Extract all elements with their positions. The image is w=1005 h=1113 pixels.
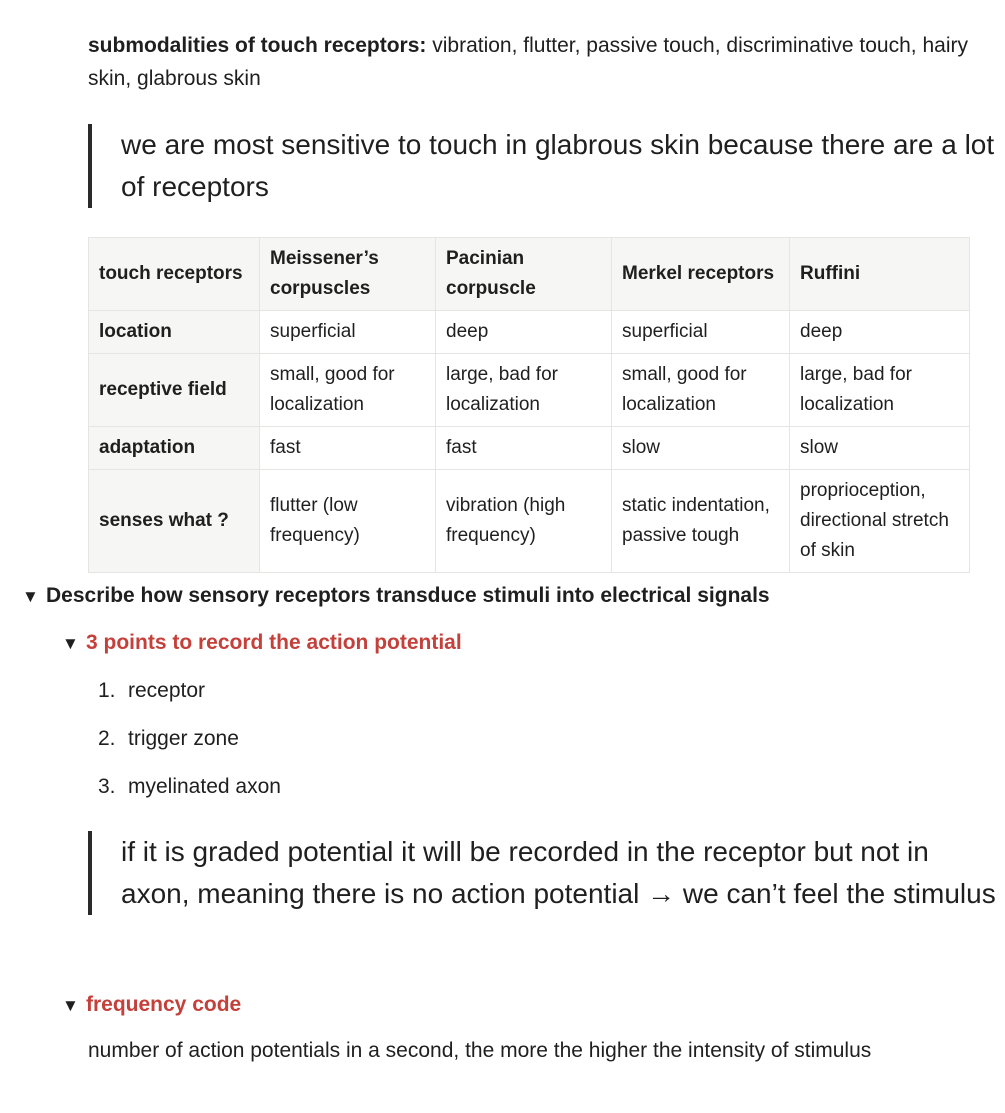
table-header-cell: Pacinian corpuscle [436,238,612,311]
list-item [98,676,205,706]
quote-block-sensitivity [88,124,1001,208]
list-item [98,724,239,754]
toggle-label: frequency code [86,993,242,1016]
quote-text: if it is graded potential it will be recorded in the receptor but not in axon, meaning there is no action potential → we can’t feel the stimulus [121,836,996,909]
table-cell: superficial [260,311,436,354]
toggle-describe-transduction[interactable] [22,581,770,612]
table-cell: small, good for localization [260,354,436,427]
list-item [98,772,281,802]
table-row [89,354,970,427]
triangle-down-icon[interactable]: ▼ [62,634,79,653]
list-number: 1. [98,679,116,702]
quote-block-graded-potential [88,831,1001,915]
table-header-cell: Merkel receptors [612,238,790,311]
table-header-cell: Meissener’s corpuscles [260,238,436,311]
table-cell: deep [436,311,612,354]
table-header-row [89,238,970,311]
table-cell: flutter (low frequency) [260,470,436,573]
list-text: receptor [128,679,206,702]
triangle-down-icon[interactable]: ▼ [62,996,79,1015]
list-text: trigger zone [128,727,239,750]
table-header-cell: touch receptors [89,238,260,311]
table-cell: static indentation, passive tough [612,470,790,573]
intro-bold-label: submodalities of touch receptors: [88,34,427,57]
intro-text: vibration, flutter, passive touch, discriminative touch, hairy skin, glabrous skin [88,34,968,90]
table-cell: large, bad for localization [436,354,612,427]
table-row [89,427,970,470]
frequency-code-paragraph [88,1034,978,1067]
quote-text: we are most sensitive to touch in glabrous skin because there are a lot of receptors [121,129,995,202]
toggle-label: Describe how sensory receptors transduce stimuli into electrical signals [46,584,770,607]
table-cell: large, bad for localization [790,354,970,427]
toggle-frequency-code[interactable] [62,990,241,1021]
row-label: adaptation [89,427,260,470]
table-header-cell: Ruffini [790,238,970,311]
list-number: 2. [98,727,116,750]
table-cell: fast [260,427,436,470]
list-text: myelinated axon [128,775,281,798]
triangle-down-icon[interactable]: ▼ [22,587,39,606]
table-cell: fast [436,427,612,470]
table-cell: proprioception, directional stretch of skin [790,470,970,573]
table-cell: slow [612,427,790,470]
table-cell: slow [790,427,970,470]
table-row [89,470,970,573]
table-cell: superficial [612,311,790,354]
frequency-text: number of action potentials in a second, the more the higher the intensity of stimulus [88,1039,872,1062]
toggle-three-points[interactable] [62,628,462,659]
table-cell: small, good for localization [612,354,790,427]
intro-paragraph [88,29,978,95]
row-label: senses what ? [89,470,260,573]
table-cell: vibration (high frequency) [436,470,612,573]
table-row [89,311,970,354]
row-label: receptive field [89,354,260,427]
list-number: 3. [98,775,116,798]
row-label: location [89,311,260,354]
touch-receptors-table [88,237,970,573]
table-cell: deep [790,311,970,354]
toggle-label: 3 points to record the action potential [86,631,462,654]
